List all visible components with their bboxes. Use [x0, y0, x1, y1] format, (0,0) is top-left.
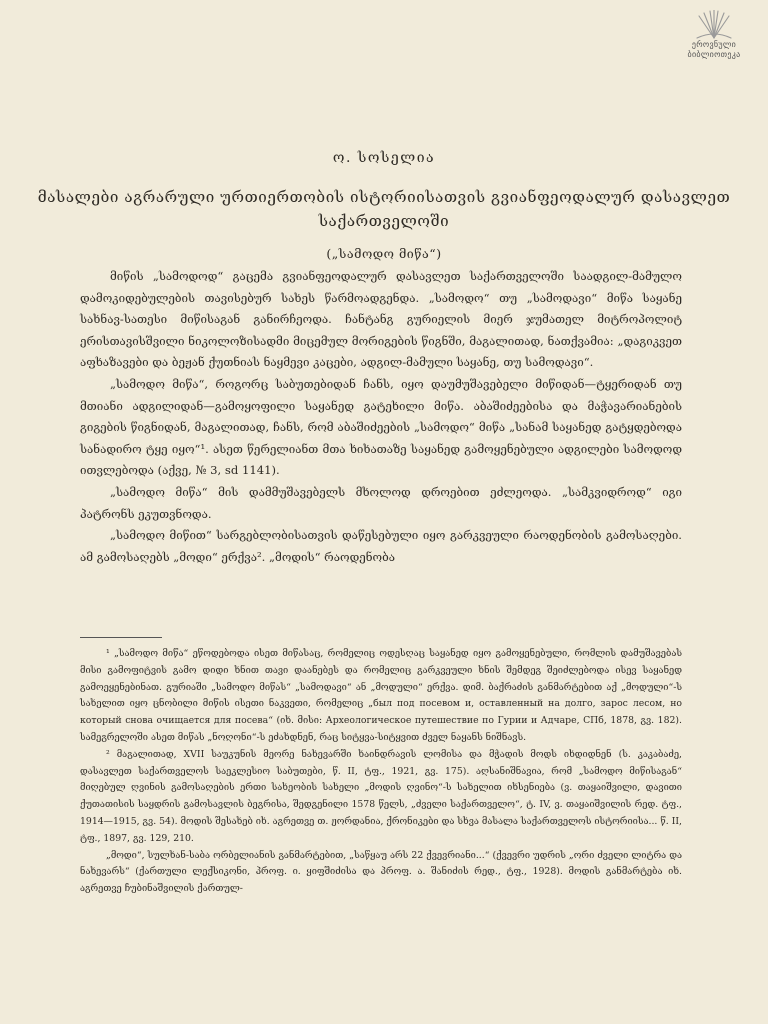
paragraph: „სამოდო მიწა“, როგორც საბუთებიდან ჩანს, იყო დაუმუშავებელი მიწიდან—ტყერიდან თუ მთიანი ადგილიდან—გამოყოფილი საყანედ გატეხილი მიწა. აბაშიძეებისა და მაჭავარიანების გიგების წიგნიდან, მაგალითად, ჩანს, რომ აბაშიძეების „სამოდო“ მიწა „სანამ საყანედ გატყდებოდა სანადირო ტყე იყო“¹. ასეთ წერელიანთ მთა ხიხათაზე საყანედ გამოყენებული ადგილები სამოდოდ ითვლებოდა (აქვე, № 3, sd 1141).: [80, 376, 682, 478]
footnote: ² მაგალითად, XVII საუკუნის მეორე ნახევარში ხაინდრავის ლომისა და მჭადის მოდს იხდიდნენ (ს. კაკაბაძე, დასავლეთ საქართველოს საეკლესიო საბუთები, წ. II, ტფ., 1921, გვ. 175). აღსანიშნავია, რომ „სამოდო მიწისაგან“ მიღებულ ღვინის გამოსაღების ერთი სახეობის სახელი „მოდის ღვინო“-ს სახელით იხსენიება (ვ. თაყაიშვილი, დავითი ქუთათისის საყდრის გამოსავლის ბეგრისა, შედგენილი 1578 წელს, „ძველი საქართველო“, ტ. IV, ვ. თაყაიშვილის რედ. ტფ., 1914—1915, გვ. 54). მოდის შესახებ იხ. აგრეთვე თ. ჟორდანია, ქრონიკები და სხვა მასალა საქართველოს ისტორიისა... წ. II, ტფ., 1897, გვ. 129, 210.: [80, 748, 682, 844]
article-title: მასალები აგრარული ურთიერთობის ისტორიისათვის გვიანფეოდალურ დასავლეთ საქართველოში: [37, 188, 731, 230]
logo-text-line1: ეროვნული: [691, 40, 737, 49]
footnote-divider: [80, 637, 162, 638]
paragraph: მიწის „სამოდოდ“ გაცემა გვიანფეოდალურ დასავლეთ საქართველოში საადგილ-მამულო დამოკიდებულების თავისებურ სახეს წარმოადგენდა. „სამოდო“ თუ „სამოდავი“ მიწა საყანე სახნავ-სათესი მიწისაგან განირჩეოდა. ჩანტანგ გურიელის მიერ ჯუმათელ მიტროპოლიტ ერისთავისშვილი ნიკოლოზისადმი მიცემულ მორიგების წიგნში, მაგალითად, ნათქვამია: „დაგიკვეთ აფხაზავები და ბეჟან ქუთნიას ნაყმევი კაცები, ადგილ-მამული საყანე, თუ სამოდავი“.: [80, 269, 682, 370]
footnote: ¹ „სამოდო მიწა“ ეწოდებოდა ისეთ მიწასაც, რომელიც ოდესღაც საყანედ იყო გამოყენებული, რომლის დამუშავებას მისი გამოფიტვის გამო დიდი ხნით თავი დაანებეს და რომელიც გარკვეული ხნის შემდეგ შეიძლებოდა ისევ საყანედ გამოეყენებინათ. გურიაში „სამოდო მიწას“ „სამოდავი“ ან „მოდული“ ერქვა. დიმ. ბაქრაძის განმარტებით აქ „მოდული“-ს სახელით იყო ცნობილი მიწის ისეთი ნაკვეთი, რომელიც „был под посевом и, оставленный на долго, зарос лесом, но который снова очищается для посева“ (იხ. მისი: Археологическое путешествие по Гурии и Адчаре, СПб, 1878, გვ. 182). სამეგრელოში ასეთ მიწას „ნოღონი“-ს ეძახდნენ, რაც სიტყვა-სიტყვით ძველ ნაყანს ნიშნავს.: [80, 648, 682, 743]
footnotes: [80, 646, 682, 898]
library-logo: [676, 10, 752, 60]
author-name: ო. სოსელია: [332, 150, 436, 166]
logo-text-line2: ბიბლიოთეკა: [687, 50, 741, 59]
book-leaves-icon: [691, 10, 737, 40]
paragraph: „სამოდო მიწა“ მის დამმუშავებელს მხოლოდ დროებით ეძლეოდა. „სამკვიდროდ“ იგი პატრონს ეკუთვნოდა.: [80, 484, 682, 521]
footnote: „მოდი“, სულხან-საბა ორბელიანის განმარტებით, „საწყაუ არს 22 ქვევრიანი...“ (ქვევრი უდრის „ორი ძველი ლიტრა და ნახევარს“ (ქართული ლექსიკონი, პროფ. ი. ყიფშიძისა და პროფ. ა. შანიძის რედ., ტფ., 1928). მოდის განმარტება იხ. აგრეთვე ჩუბინაშვილის ქართულ-: [80, 849, 682, 895]
article-subtitle: („სამოდო მიწა“): [326, 246, 442, 261]
paragraph: „სამოდო მიწით“ სარგებლობისათვის დაწესებული იყო გარკვეული რაოდენობის გამოსაღები. ამ გამოსაღებს „მოდი“ ერქვა². „მოდის“ რაოდენობა: [80, 528, 682, 564]
body-text: [80, 266, 682, 568]
